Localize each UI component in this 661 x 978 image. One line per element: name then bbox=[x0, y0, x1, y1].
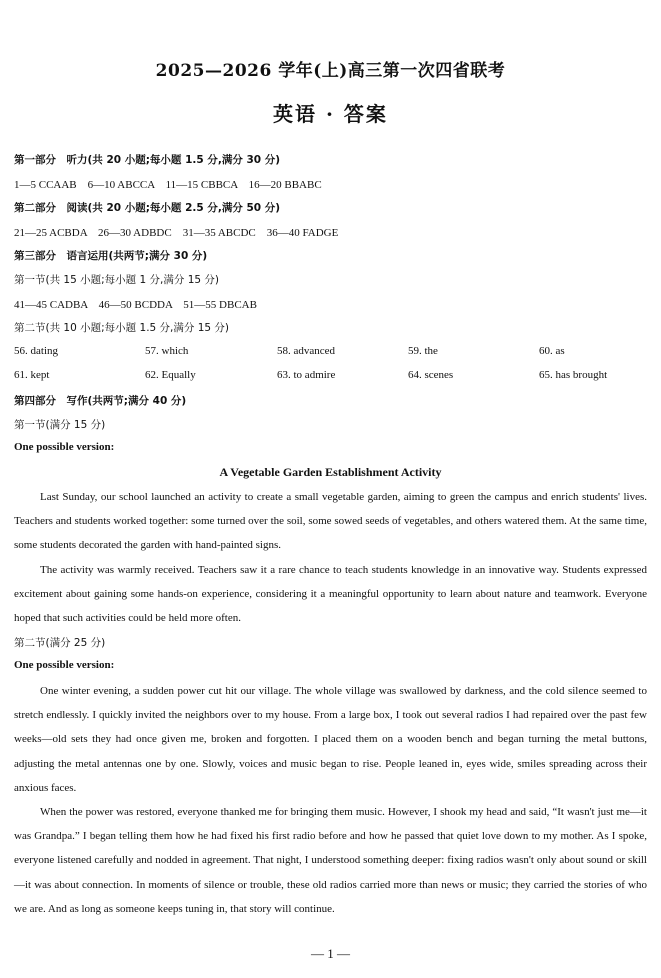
version2-label: One possible version: bbox=[14, 659, 115, 671]
exam-subtitle: 英语 · 答案 bbox=[273, 102, 388, 126]
part3-section2-heading: 第二节(共 10 小题;每小题 1.5 分,满分 15 分) bbox=[14, 322, 230, 334]
essay2-paragraph-2: When the power was restored, everyone thanked me for bringing them music. However, I shook my head and said, “It wasn't just me—it was Grandpa.” I began telling them how he had fixed his first radio before and how he passed that quiet love down to my mother. As I spoke, everyone listened carefully and nodded in agreement. That night, I understood something deeper: fixing radios wasn't only about sound or skill—it was about connection. In moments of silence or trouble, these old radios carried more than news or music; they carried the stories of who we are. And as long as someone keeps tuning in, that story will continue. bbox=[14, 806, 647, 915]
part2-answers: 21—25 ACBDA 26—30 ADBDC 31—35 ABCDC 36—40 FADGE bbox=[14, 227, 339, 239]
essay1-paragraph-2: The activity was warmly received. Teachers saw it a rare chance to teach students knowledge in an innovative way. Students expressed excitement about gaining some hands-on experience, considering it a meaningful opportunity to learn about nature and teamwork. Everyone hoped that such activities could be held more often. bbox=[14, 564, 647, 625]
part1-heading: 第一部分 听力(共 20 小题;每小题 1.5 分,满分 30 分) bbox=[14, 154, 281, 166]
part2-heading: 第二部分 阅读(共 20 小题;每小题 2.5 分,满分 50 分) bbox=[14, 202, 281, 214]
version1-label: One possible version: bbox=[14, 441, 115, 453]
part3-section1-answers: 41—45 CADBA 46—50 BCDDA 51—55 DBCAB bbox=[14, 299, 257, 311]
answer-60: 60. as bbox=[539, 345, 565, 357]
part4-section1-heading: 第一节(满分 15 分) bbox=[14, 419, 106, 431]
answer-65: 65. has brought bbox=[539, 369, 608, 381]
answer-58: 58. advanced bbox=[277, 345, 336, 357]
part4-section2-heading: 第二节(满分 25 分) bbox=[14, 637, 106, 649]
essay2-paragraph-1: One winter evening, a sudden power cut hit our village. The whole village was swallowed by darkness, and the cold silence seemed to stretch endlessly. I quickly invited the neighbors over to my house. From a large box, I took out several radios I had repaired over the past few weeks—old sets they had once given me, broken and forgotten. I placed them on a wooden bench and began turning the metal buttons, adjusting the metal antennas one by one. Slowly, voices and music began to rise. People leaned in, eyes wide, smiles spreading across their anxious faces. bbox=[14, 685, 647, 794]
answer-56: 56. dating bbox=[14, 345, 58, 357]
part3-heading: 第三部分 语言运用(共两节;满分 30 分) bbox=[14, 250, 208, 262]
answer-63: 63. to admire bbox=[277, 369, 336, 381]
answer-59: 59. the bbox=[408, 345, 438, 357]
essay1-title: A Vegetable Garden Establishment Activity bbox=[219, 465, 442, 479]
essay1-paragraph-1: Last Sunday, our school launched an activity to create a small vegetable garden, aiming to green the campus and enrich students' lives. Teachers and students worked together: some turned over the soil, some sowed seeds of vegetables, and others watered them. At the same time, some students decorated the garden with hand-painted signs. bbox=[14, 491, 647, 552]
exam-title: 2025—2026 学年(上)高三第一次四省联考 bbox=[155, 61, 506, 81]
part1-answers: 1—5 CCAAB 6—10 ABCCA 11—15 CBBCA 16—20 BBABC bbox=[14, 179, 322, 191]
answer-57: 57. which bbox=[145, 345, 189, 357]
page-number: — 1 — bbox=[311, 946, 350, 961]
part3-section1-heading: 第一节(共 15 小题;每小题 1 分,满分 15 分) bbox=[14, 274, 219, 286]
part4-heading: 第四部分 写作(共两节;满分 40 分) bbox=[14, 395, 187, 407]
answer-64: 64. scenes bbox=[408, 369, 454, 381]
answer-61: 61. kept bbox=[14, 369, 50, 381]
answer-62: 62. Equally bbox=[145, 369, 196, 381]
